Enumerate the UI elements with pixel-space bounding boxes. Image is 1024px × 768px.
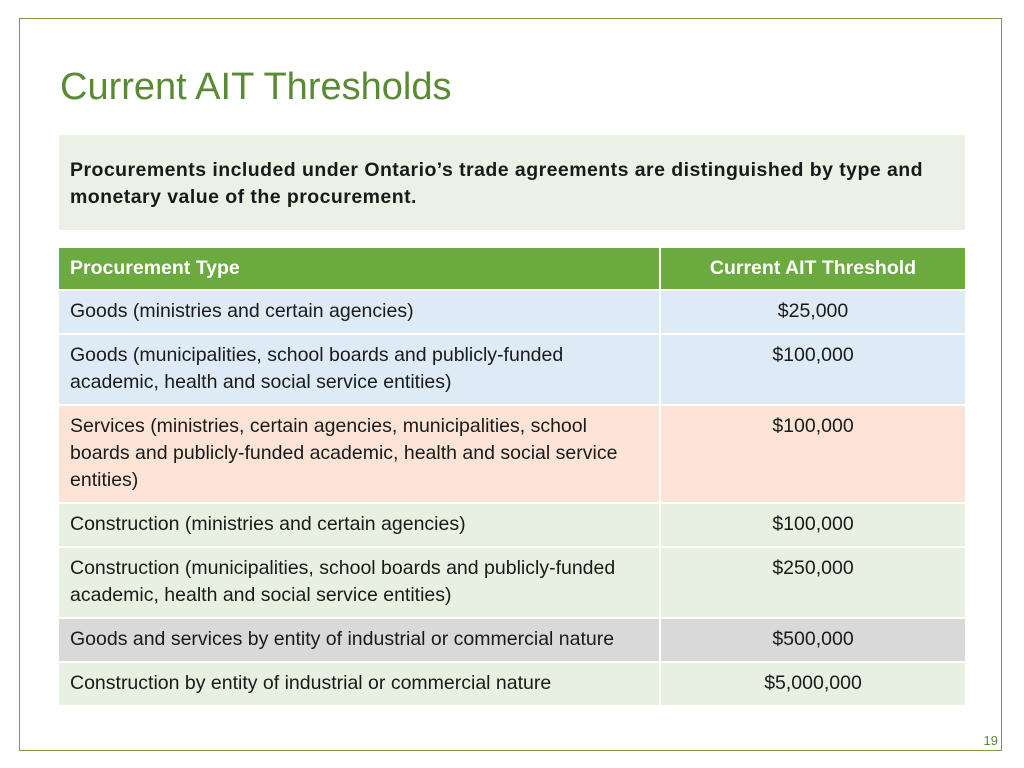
header-procurement-type: Procurement Type [59,248,659,289]
threshold-cell: $100,000 [659,404,965,502]
procurement-type-cell: Goods (ministries and certain agencies) [59,289,659,333]
procurement-type-cell: Construction (municipalities, school boards and publicly-funded academic, health and social service entities) [59,546,659,617]
header-current-threshold: Current AIT Threshold [659,248,965,289]
threshold-cell: $250,000 [659,546,965,617]
table-row [59,502,965,546]
threshold-cell: $100,000 [659,333,965,404]
procurement-type-cell: Goods (municipalities, school boards and publicly-funded academic, health and social service entities) [59,333,659,404]
table-row [59,333,965,404]
table-row [59,289,965,333]
procurement-type-cell: Construction (ministries and certain agencies) [59,502,659,546]
threshold-cell: $25,000 [659,289,965,333]
threshold-cell: $100,000 [659,502,965,546]
threshold-cell: $500,000 [659,617,965,661]
page-title: Current AIT Thresholds [60,66,452,108]
table-row [59,617,965,661]
table-row [59,661,965,705]
thresholds-table [59,248,965,705]
threshold-cell: $5,000,000 [659,661,965,705]
table-row [59,546,965,617]
table-row [59,404,965,502]
procurement-type-cell: Services (ministries, certain agencies, municipalities, school boards and publicly-funded academic, health and social service entities) [59,404,659,502]
page-number: 19 [983,733,998,748]
procurement-type-cell: Goods and services by entity of industrial or commercial nature [59,617,659,661]
intro-text: Procurements included under Ontario’s trade agreements are distinguished by type and monetary value of the procurement. [70,159,924,208]
table-header-row [59,248,965,289]
intro-callout [59,135,965,230]
procurement-type-cell: Construction by entity of industrial or commercial nature [59,661,659,705]
